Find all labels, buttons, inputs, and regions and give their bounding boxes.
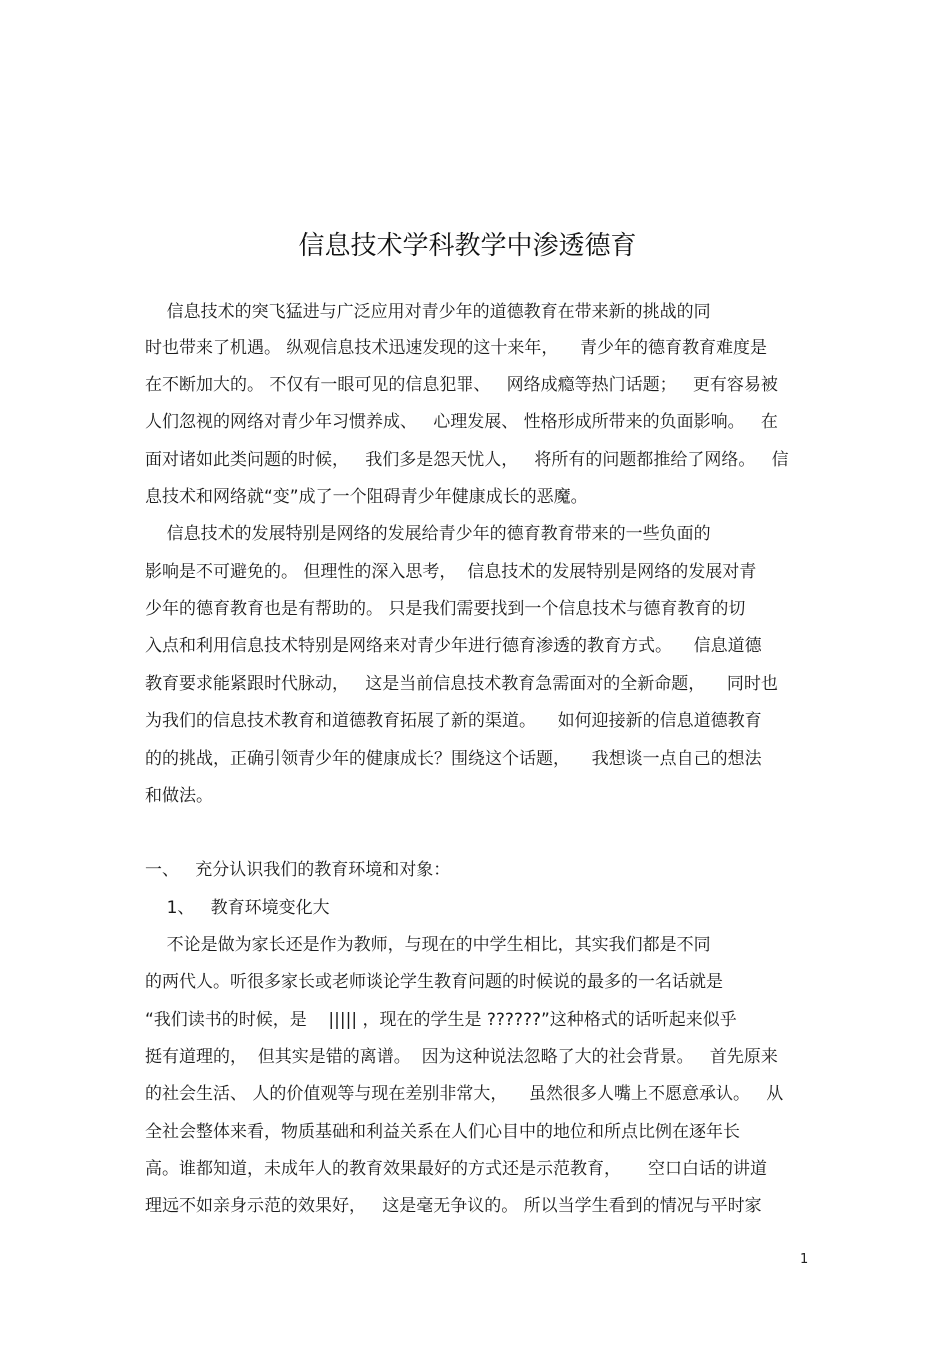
paragraph-line: 入点和利用信息技术特别是网络来对青少年进行德育渗透的教育方式。 信息道德 <box>145 636 762 656</box>
paragraph-line: 信息技术的发展特别是网络的发展给青少年的德育教育带来的一些负面的 <box>145 524 711 544</box>
paragraph-line: 教育要求能紧跟时代脉动， 这是当前信息技术教育急需面对的全新命题， 同时也 <box>145 674 778 694</box>
paragraph-line: 在不断加大的。 不仅有一眼可见的信息犯罪、 网络成瘾等热门话题； 更有容易被 <box>145 375 778 395</box>
paragraph-line: 挺有道理的， 但其实是错的离谱。 因为这种说法忽略了大的社会背景。 首先原来 <box>145 1047 778 1067</box>
section-heading: 一、 充分认识我们的教育环境和对象： <box>145 860 451 880</box>
paragraph-line: 全社会整体来看，物质基础和利益关系在人们心目中的地位和所点比例在逐年长 <box>145 1122 740 1142</box>
paragraph-line: 的两代人。听很多家长或老师谈论学生教育问题的时候说的最多的一名话就是 <box>145 972 723 992</box>
paragraph-line: 理远不如亲身示范的效果好， 这是毫无争议的。 所以当学生看到的情况与平时家 <box>145 1196 762 1216</box>
paragraph-line: “我们读书的时候，是 ||||| ，现在的学生是 ??????”这种格式的话听起来似乎 <box>145 1010 737 1030</box>
paragraph-line: 为我们的信息技术教育和道德教育拓展了新的渠道。 如何迎接新的信息道德教育 <box>145 711 762 731</box>
paragraph-line: 高。谁都知道，未成年人的教育效果最好的方式还是示范教育， 空口白话的讲道 <box>145 1159 768 1179</box>
paragraph-line: 少年的德育教育也是有帮助的。 只是我们需要找到一个信息技术与德育教育的切 <box>145 599 746 619</box>
paragraph-line: 信息技术的突飞猛进与广泛应用对青少年的道德教育在带来新的挑战的同 <box>145 302 711 322</box>
paragraph-line: 息技术和网络就“变”成了一个阻碍青少年健康成长的恶魔。 <box>145 487 588 507</box>
page-number: 1 <box>800 1252 809 1267</box>
document-title: 信息技术学科教学中渗透德育 <box>298 231 637 261</box>
paragraph-line: 不论是做为家长还是作为教师，与现在的中学生相比，其实我们都是不同 <box>145 935 711 955</box>
paragraph-line: 面对诸如此类问题的时候， 我们多是怨天忧人， 将所有的问题都推给了网络。 信 <box>145 450 789 470</box>
paragraph-line: 时也带来了机遇。 纵观信息技术迅速发现的这十来年， 青少年的德育教育难度是 <box>145 338 768 358</box>
subsection-heading: 1、 教育环境变化大 <box>145 898 330 918</box>
paragraph-line: 人们忽视的网络对青少年习惯养成、 心理发展、 性格形成所带来的负面影响。 在 <box>145 412 778 432</box>
paragraph-line: 的社会生活、 人的价值观等与现在差别非常大， 虽然很多人嘴上不愿意承认。 从 <box>145 1084 784 1104</box>
paragraph-line: 和做法。 <box>145 786 213 806</box>
paragraph-line: 影响是不可避免的。 但理性的深入思考， 信息技术的发展特别是网络的发展对青 <box>145 562 757 582</box>
paragraph-line: 的的挑战，正确引领青少年的健康成长？围绕这个话题， 我想谈一点自己的想法 <box>145 749 762 769</box>
